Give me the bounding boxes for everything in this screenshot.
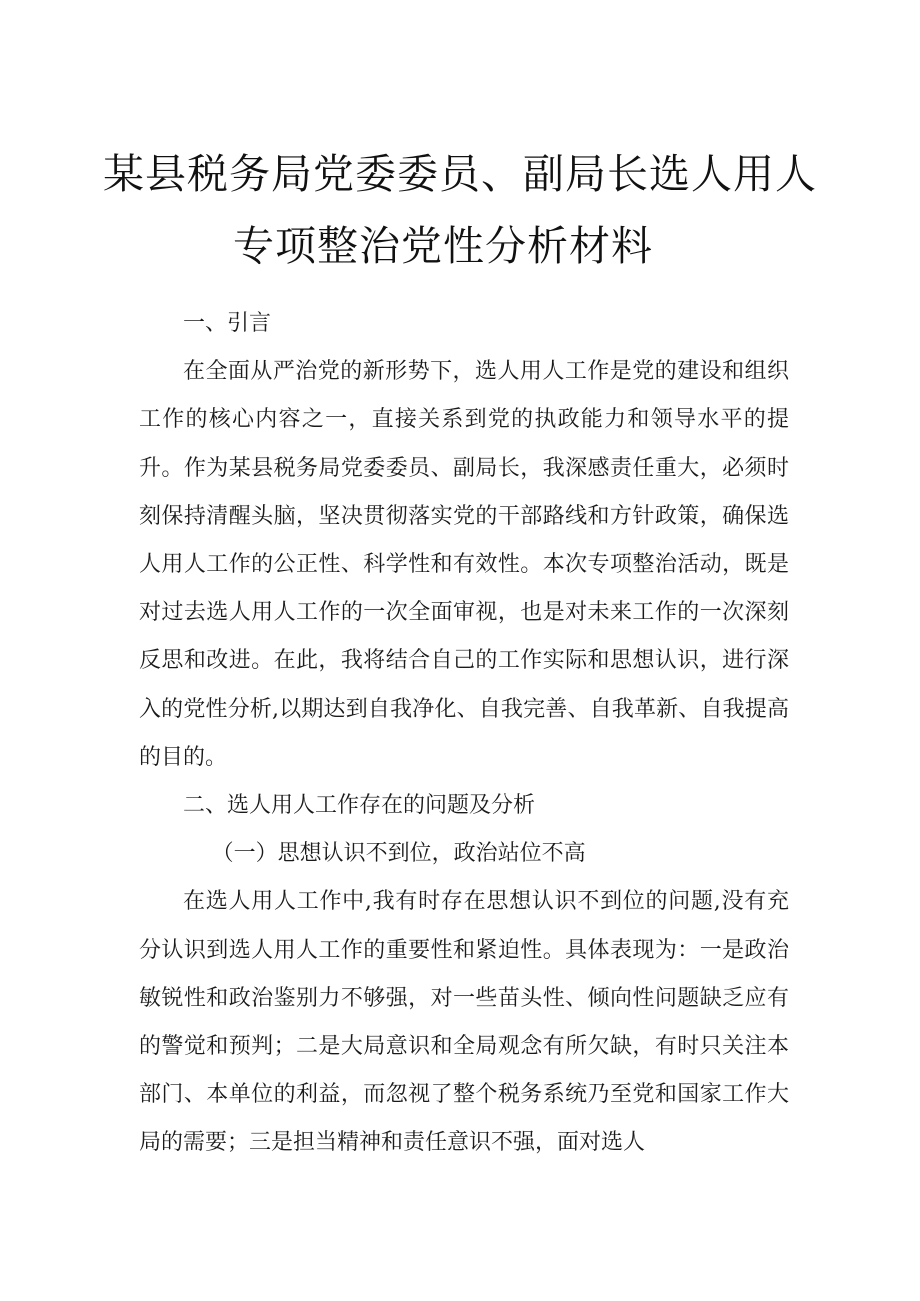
- paragraph-ideological-awareness: 在选人用人工作中,我有时存在思想认识不到位的问题,没有充分认识到选人用人工作的重要性和紧迫性。具体表现为：一是政治敏锐性和政治鉴别力不够强，对一些苗头性、倾向性问题缺乏应有的警觉和预判；二是大局意识和全局观念有所欠缺，有时只关注本部门、本单位的利益，而忽视了整个税务系统乃至党和国家工作大局的需要；三是担当精神和责任意识不强，面对选人: [139, 889, 789, 1156]
- document-title-line-2: 专项整治党性分析材料: [233, 222, 653, 270]
- section-heading-introduction: 一、引言: [183, 311, 272, 336]
- document-title-line-1: 某县税务局党委委员、副局长选人用人: [103, 150, 817, 198]
- document-body: [139, 300, 789, 1168]
- subheading-ideological-awareness: （一）思想认识不到位，政治站位不高: [211, 841, 586, 867]
- section-heading-problems: 二、选人用人工作存在的问题及分析: [183, 793, 536, 819]
- paragraph-introduction: 在全面从严治党的新形势下，选人用人工作是党的建设和组织工作的核心内容之一，直接关系到党的执政能力和领导水平的提升。作为某县税务局党委委员、副局长，我深感责任重大，必须时刻保持清醒头脑，坚决贯彻落实党的干部路线和方针政策，确保选人用人工作的公正性、科学性和有效性。本次专项整治活动，既是对过去选人用人工作的一次全面审视，也是对未来工作的一次深刻反思和改进。在此，我将结合自己的工作实际和思想认识，进行深入的党性分析,以期达到自我净化、自我完善、自我革新、自我提高的目的。: [139, 359, 789, 770]
